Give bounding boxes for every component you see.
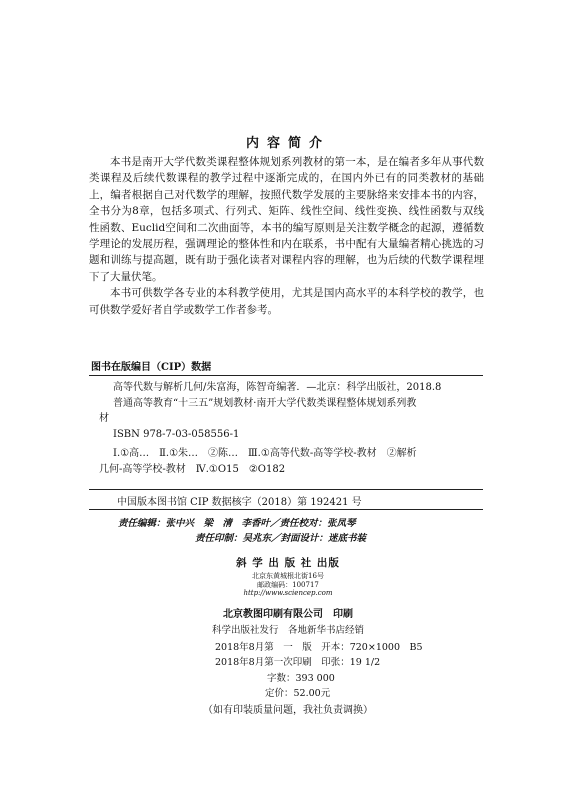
publisher-name: 斜 学 出 版 社 出版 — [236, 557, 340, 569]
production-credits: 责任印制：吴兆东／封面设计：迷底书装 — [195, 533, 367, 544]
summary-paragraph: 本书可供数学各专业的本科教学使用，尤其是国内高水平的本科学校的教学，也可供数学爱好者自学或数学工作者参考。 — [89, 287, 484, 316]
edition-line: 2018年8月第 一 版 开本：720×1000 B5 — [215, 642, 423, 653]
cip-isbn: ISBN 978-7-03-058556-1 — [113, 428, 240, 440]
divider — [89, 375, 483, 376]
divider — [89, 489, 483, 490]
cip-block — [89, 380, 483, 478]
summary-text — [89, 154, 484, 318]
cip-record-number: 中国版本图书馆 CIP 数据核字（2018）第 192421 号 — [117, 497, 362, 508]
summary-paragraph: 本书是南开大学代数类课程整体规划系列教材的第一本，是在编者多年从事代数类课程及后续代数课程的教学过程中逐渐完成的，在国内外已有的同类教材的基础上，编者根据自己对代数学的理解，按照代数学发展的主要脉络来安排本书的内容，全书分为8章，包括多项式、行列式、矩阵、线性空间、线性变换、线性函数与双线性函数、Euclid空间和二次曲面等，本书的编写原则是关注数学概念的起源，遵循数学理论的发展历程，强调理论的整体性和内在联系，书中配有大量编者精心挑选的习题和训练与提高题，既有助于强化读者对课程内容的理解，也为后续的代数学课程埋下了大量伏笔。 — [89, 156, 484, 283]
cip-line: 材 — [99, 413, 109, 425]
distributor: 科学出版社发行 各地新华书店经销 — [211, 625, 364, 636]
publisher-postcode: 邮政编码：100717 — [257, 581, 319, 589]
printer: 北京教图印刷有限公司 印刷 — [223, 609, 353, 620]
publisher-url: http://www.sciencep.com — [243, 589, 333, 597]
summary-title: 内容简介 — [245, 136, 330, 151]
cip-line: Ⅰ.①高… Ⅱ.①朱… ②陈… Ⅲ.①高等代数-高等学校-教材 ②解析 — [113, 448, 417, 460]
quality-note: （如有印装质量问题，我社负责调换） — [203, 705, 373, 716]
book-specs — [215, 640, 423, 701]
cip-label: 图书在版编目（CIP）数据 — [91, 362, 212, 373]
editor-credits: 责任编辑：张中兴 梁 清 李香叶／责任校对：张凤琴 — [118, 518, 356, 529]
price: 定价：52.00元 — [265, 687, 331, 699]
word-count: 字数：393 000 — [267, 672, 335, 684]
publisher-address: 北京东黄城根北街16号 — [252, 572, 324, 580]
printing-line: 2018年8月第一次印刷 印张：19 1/2 — [215, 657, 381, 669]
cip-line: 几何-高等学校-教材 Ⅳ.①O15 ②O182 — [99, 463, 286, 475]
divider — [89, 509, 483, 510]
cip-line: 普通高等教育“十三五”规划教材·南开大学代数类课程整体规划系列教 — [113, 397, 417, 409]
cip-line: 高等代数与解析几何/朱富海，陈智奇编著．—北京：科学出版社，2018.8 — [113, 382, 442, 393]
